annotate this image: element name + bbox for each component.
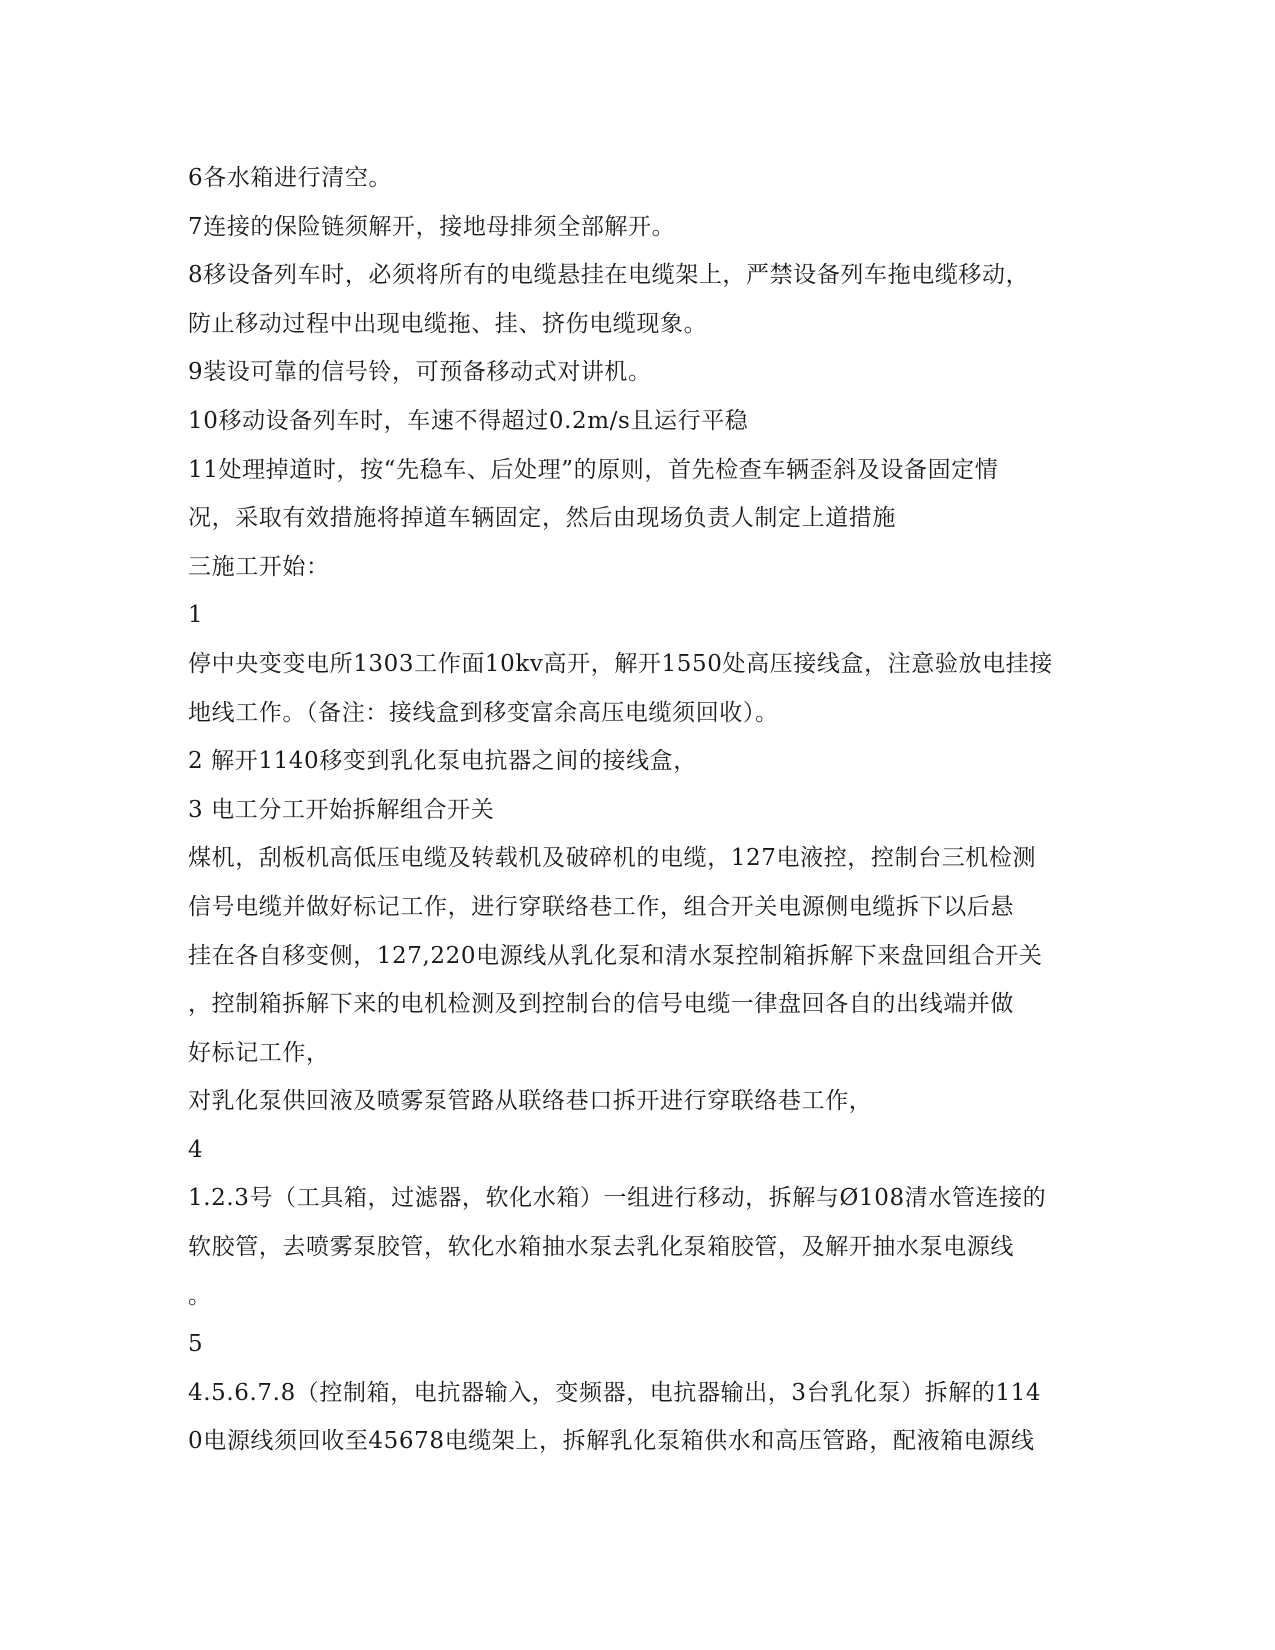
text-line: 6各水箱进行清空。: [188, 165, 393, 191]
text-line: 3 电工分工开始拆解组合开关: [188, 796, 495, 823]
text-line: 好标记工作，: [188, 1039, 330, 1066]
text-line: 。: [188, 1282, 212, 1309]
text-line: 防止移动过程中出现电缆拖、挂、挤伤电缆现象。: [188, 310, 708, 337]
step-number: 4: [188, 1136, 204, 1163]
text-line: 7连接的保险链须解开，接地母排须全部解开。: [188, 213, 676, 240]
text-line: 8移设备列车时，必须将所有的电缆悬挂在电缆架上，严禁设备列车拖电缆移动，: [188, 262, 1030, 289]
text-line: 10移动设备列车时，车速不得超过0.2m/s且运行平稳: [188, 407, 749, 434]
text-line: 地线工作。（备注：接线盒到移变富余高压电缆须回收）。: [188, 699, 779, 726]
text-line: 4.5.6.7.8（控制箱，电抗器输入，变频器，电抗器输出，3台乳化泵）拆解的114: [188, 1379, 1042, 1406]
text-line: 0电源线须回收至45678电缆架上，拆解乳化泵箱供水和高压管路，配液箱电源线: [188, 1428, 1035, 1455]
text-line: 软胶管，去喷雾泵胶管，软化水箱抽水泵去乳化泵箱胶管，及解开抽水泵电源线: [188, 1234, 1014, 1261]
text-line: 2 解开1140移变到乳化泵电抗器之间的接线盒，: [188, 748, 697, 775]
section-heading: 三施工开始：: [188, 553, 330, 580]
step-number: 5: [188, 1331, 204, 1358]
text-line: 挂在各自移变侧，127,220电源线从乳化泵和清水泵控制箱拆解下来盘回组合开关: [188, 942, 1043, 969]
text-line: 1.2.3号（工具箱，过滤器，软化水箱）一组进行移动，拆解与Ø108清水管连接的: [188, 1185, 1047, 1212]
text-line: 11处理掉道时，按“先稳车、后处理”的原则，首先检查车辆歪斜及设备固定情: [188, 456, 999, 483]
text-line: 9装设可靠的信号铃，可预备移动式对讲机。: [188, 359, 652, 386]
text-line: 煤机，刮板机高低压电缆及转载机及破碎机的电缆，127电液控，控制台三机检测: [188, 845, 1037, 872]
text-line: 信号电缆并做好标记工作，进行穿联络巷工作，组合开关电源侧电缆拆下以后悬: [188, 893, 1014, 920]
text-line: ，控制箱拆解下来的电机检测及到控制台的信号电缆一律盘回各自的出线端并做: [188, 991, 1014, 1018]
step-number: 1: [188, 602, 204, 629]
document-body: [188, 154, 1088, 1466]
text-line: 况，采取有效措施将掉道车辆固定，然后由现场负责人制定上道措施: [188, 505, 896, 532]
text-line: 停中央变变电所1303工作面10kv高开，解开1550处高压接线盒，注意验放电挂接: [188, 650, 1053, 677]
text-line: 对乳化泵供回液及喷雾泵管路从联络巷口拆开进行穿联络巷工作，: [188, 1088, 873, 1115]
